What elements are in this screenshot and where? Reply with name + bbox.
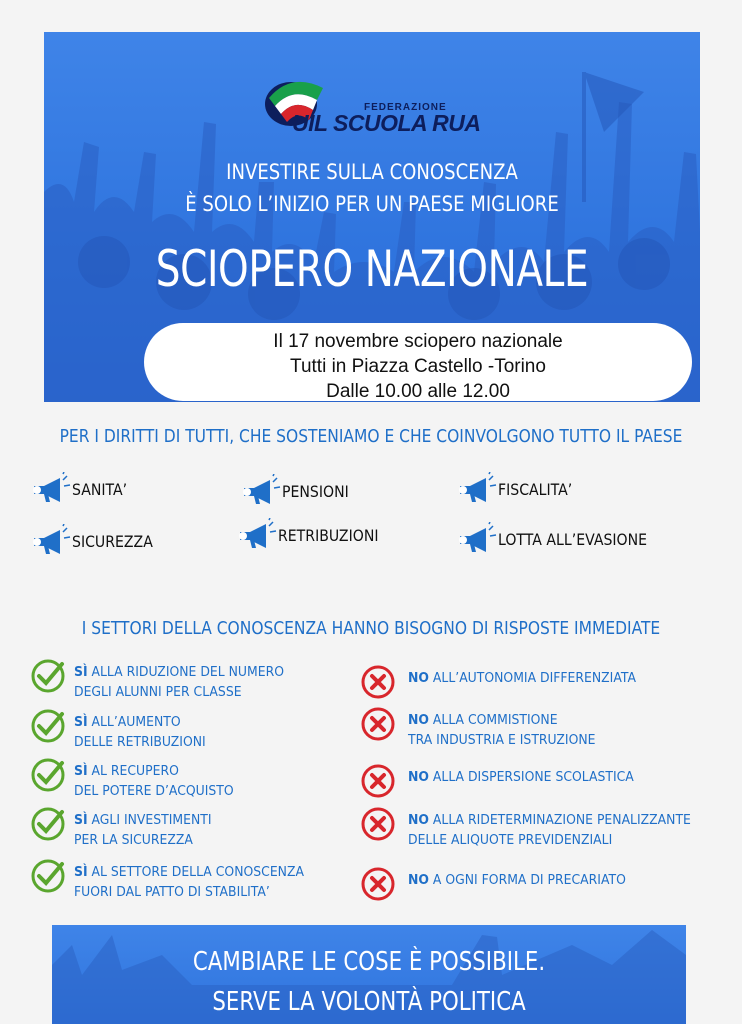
no-key: NO bbox=[408, 670, 429, 686]
yes-line2: DEL POTERE D’ACQUISTO bbox=[74, 783, 234, 799]
yes-line1: AL RECUPERO bbox=[87, 763, 179, 779]
event-location: Tutti in Piazza Castello -Torino bbox=[290, 356, 546, 377]
yes-key: SÌ bbox=[74, 864, 88, 880]
yes-item bbox=[30, 810, 223, 850]
event-date: Il 17 novembre sciopero nazionale bbox=[273, 331, 563, 352]
hero-title: SCIOPERO NAZIONALE bbox=[155, 240, 589, 298]
no-line1: ALL’AUTONOMIA DIFFERENZIATA bbox=[428, 670, 636, 686]
hero-subtitle-line2: È SOLO L’INIZIO PER UN PAESE MIGLIORE bbox=[185, 192, 559, 216]
footer-banner bbox=[52, 925, 686, 1024]
topic-label: LOTTA ALL’EVASIONE bbox=[498, 529, 648, 549]
logo-federazione: FEDERAZIONE bbox=[364, 102, 447, 113]
yes-line1: AGLI INVESTIMENTI bbox=[87, 812, 212, 828]
no-line1: A OGNI FORMA DI PRECARIATO bbox=[428, 872, 626, 888]
check-circle-icon bbox=[30, 658, 66, 694]
yes-key: SÌ bbox=[74, 812, 88, 828]
yes-line2: DEGLI ALUNNI PER CLASSE bbox=[74, 684, 242, 700]
no-key: NO bbox=[408, 769, 429, 785]
cross-circle-icon bbox=[360, 866, 396, 902]
yes-line2: PER LA SICUREZZA bbox=[74, 832, 193, 848]
topic-label: PENSIONI bbox=[282, 481, 349, 501]
megaphone-icon bbox=[240, 474, 282, 508]
logo-name: UIL SCUOLA RUA bbox=[292, 110, 481, 136]
topic-sanita bbox=[30, 472, 135, 506]
check-circle-icon bbox=[30, 806, 66, 842]
yes-key: SÌ bbox=[74, 664, 88, 680]
no-key: NO bbox=[408, 712, 429, 728]
topic-sicurezza bbox=[30, 524, 164, 558]
hero-subtitle-line1: INVESTIRE SULLA CONOSCENZA bbox=[226, 160, 518, 184]
no-line1: ALLA DISPERSIONE SCOLASTICA bbox=[428, 769, 634, 785]
check-circle-icon bbox=[30, 757, 66, 793]
cross-circle-icon bbox=[360, 806, 396, 842]
no-item bbox=[360, 870, 645, 902]
megaphone-icon bbox=[456, 472, 498, 506]
yes-line1: ALLA RIDUZIONE DEL NUMERO bbox=[87, 664, 284, 680]
no-key: NO bbox=[408, 812, 429, 828]
yes-line2: FUORI DAL PATTO DI STABILITA’ bbox=[74, 884, 270, 900]
yes-item bbox=[30, 862, 324, 902]
yes-line1: AL SETTORE DELLA CONOSCENZA bbox=[87, 864, 304, 880]
hero-banner bbox=[44, 32, 700, 402]
footer-line2: SERVE LA VOLONTÀ POLITICA bbox=[212, 987, 526, 1017]
cross-circle-icon bbox=[360, 706, 396, 742]
cross-circle-icon bbox=[360, 763, 396, 799]
sectors-heading: I SETTORI DELLA CONOSCENZA HANNO BISOGNO DI RISPOSTE IMMEDIATE bbox=[81, 618, 661, 639]
no-line2: TRA INDUSTRIA E ISTRUZIONE bbox=[408, 732, 596, 748]
no-line2: DELLE ALIQUOTE PREVIDENZIALI bbox=[408, 832, 613, 848]
topic-retribuzioni bbox=[236, 518, 392, 552]
yes-item bbox=[30, 712, 217, 752]
topic-label: SANITA’ bbox=[72, 479, 128, 499]
check-circle-icon bbox=[30, 858, 66, 894]
topic-label: SICUREZZA bbox=[72, 531, 153, 551]
cross-circle-icon bbox=[360, 664, 396, 700]
yes-line2: DELLE RETRIBUZIONI bbox=[74, 734, 206, 750]
no-item bbox=[360, 668, 656, 700]
topic-pensioni bbox=[240, 474, 358, 508]
yes-item bbox=[30, 662, 302, 702]
megaphone-icon bbox=[456, 522, 498, 556]
no-key: NO bbox=[408, 872, 429, 888]
topic-fiscalita bbox=[456, 472, 582, 506]
yes-item bbox=[30, 761, 248, 801]
topic-label: FISCALITA’ bbox=[498, 479, 573, 499]
megaphone-icon bbox=[236, 518, 278, 552]
no-item bbox=[360, 810, 715, 850]
event-time: Dalle 10.00 alle 12.00 bbox=[326, 381, 510, 402]
footer-line1: CAMBIARE LE COSE È POSSIBILE. bbox=[192, 947, 546, 977]
no-line1: ALLA COMMISTIONE bbox=[428, 712, 558, 728]
megaphone-icon bbox=[30, 472, 72, 506]
yes-key: SÌ bbox=[74, 763, 88, 779]
no-item bbox=[360, 767, 653, 799]
yes-key: SÌ bbox=[74, 714, 88, 730]
yes-line1: ALL’AUMENTO bbox=[87, 714, 181, 730]
topic-lotta-evasione bbox=[456, 522, 667, 556]
event-info-box bbox=[144, 323, 692, 401]
check-circle-icon bbox=[30, 708, 66, 744]
megaphone-icon bbox=[30, 524, 72, 558]
no-item bbox=[360, 710, 612, 750]
rights-heading: PER I DIRITTI DI TUTTI, CHE SOSTENIAMO E CHE COINVOLGONO TUTTO IL PAESE bbox=[59, 426, 683, 447]
no-line1: ALLA RIDETERMINAZIONE PENALIZZANTE bbox=[428, 812, 691, 828]
topic-label: RETRIBUZIONI bbox=[278, 525, 379, 545]
